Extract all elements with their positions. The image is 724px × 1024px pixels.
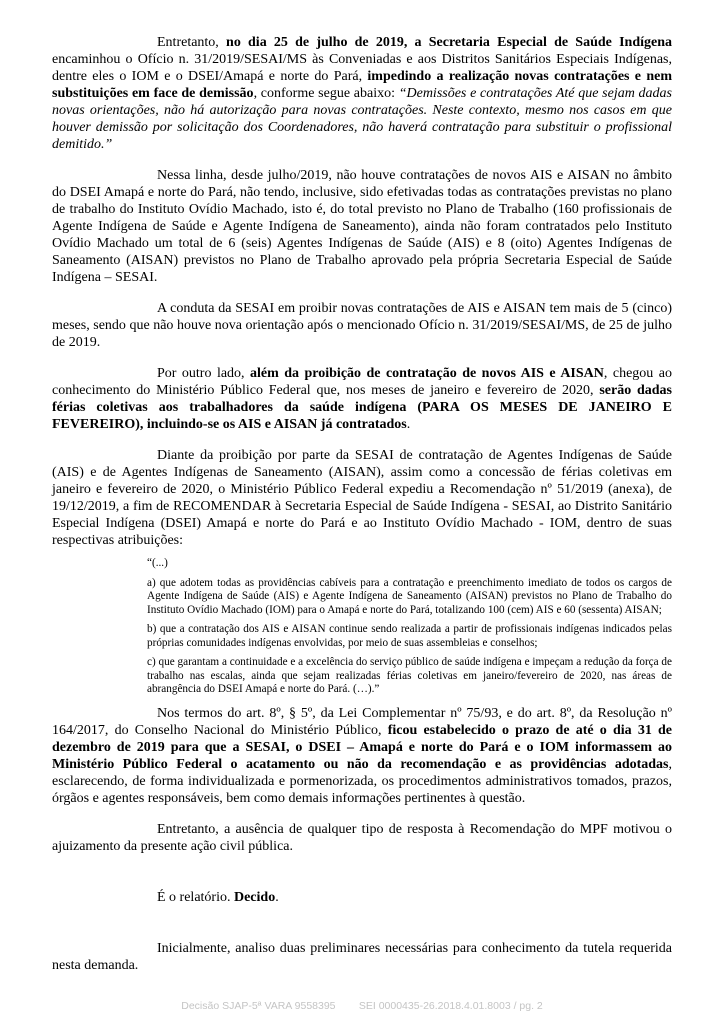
paragraph-relatorio	[52, 889, 672, 906]
text-run: Nos termos do art. 8º, § 5º, da Lei Complementar nº 75/93, e do art. 8º, da Resolução nº 164/2017, do Conselho Nacional do Ministério Público,	[52, 705, 672, 738]
text-run: , conforme segue abaixo:	[253, 86, 399, 101]
text-run: , chegou ao conhecimento do Ministério Público Federal que, nos meses de janeiro e fevereiro de 2020,	[52, 366, 672, 398]
text-run: encaminhou o Ofício n. 31/2019/SESAI/MS às Conveniadas e aos Distritos Sanitários Especiais Indígenas, dentre eles o IOM e o DSEI/Amapá e norte do Pará,	[52, 52, 672, 84]
text-run: Por outro lado,	[157, 366, 251, 381]
bold-text: Decido	[233, 889, 276, 905]
quote-open: “(...)	[147, 557, 168, 569]
quote-item-a: a) que adotem todas as providências cabíveis para a contratação e preenchimento imediato de todos os cargos de Agente Indígena de Saúde (AIS) e Agente Indígena de Saneamento (AISAN) previstos no Plano de Trabalho do Instituto Ovídio Machado (IOM) para o Amapá e norte do Pará, totalizando 100 (cem) AIS e 60 (sessenta) AISAN;	[147, 576, 672, 616]
paragraph-ausencia-resposta: Entretanto, a ausência de qualquer tipo de resposta à Recomendação do MPF motivou o ajuizamento da presente ação civil pública.	[52, 821, 672, 854]
bold-text: ficou estabelecido o prazo de até o dia 31 de dezembro de 2019 para que a SESAI, o DSEI – Amapá e norte do Pará e o IOM informassem ao Ministério Público Federal o acatamento ou não da recomendação e as providências adotadas	[52, 722, 673, 772]
quote-item-c: c) que garantam a continuidade e a excelência do serviço público de saúde indígena e impeçam a redução da força de trabalho nas escalas, ainda que sejam realizadas férias coletivas em janeiro/fevereiro de 2020, nas áreas de abrangência do DSEI Amapá e norte do Pará. (…).”	[147, 656, 672, 695]
text-run: , esclarecendo, de forma individualizada e pormenorizada, os procedimentos administrativos tomados, prazos, órgãos e agentes responsáveis, bem como demais informações pertinentes à questão.	[52, 756, 672, 806]
paragraph-recomendacao: Diante da proibição por parte da SESAI de contratação de Agentes Indígenas de Saúde (AIS) e de Agentes Indígenas de Saneamento (AISAN), assim como a concessão de férias coletivas em janeiro e fevereiro de 2020, o Ministério Público Federal expediu a Recomendação nº 51/2019 (anexa), de 19/12/2019, a fim de RECOMENDAR à Secretaria Especial de Saúde Indígena - SESAI, ao Distrito Sanitário Especial Indígena (DSEI) Amapá e norte do Pará e ao Instituto Ovídio Machado - IOM, dentro de suas respectivas atribuições:	[52, 448, 672, 548]
bold-text: no dia 25 de julho de 2019, a Secretaria Especial de Saúde Indígena	[226, 35, 672, 50]
block-quote	[147, 557, 672, 697]
paragraph-ferias-coletivas	[52, 365, 672, 433]
text-run: Entretanto,	[157, 35, 227, 50]
footer-sei-page: SEI 0000435-26.2018.4.01.8003 / pg. 2	[358, 1000, 543, 1012]
paragraph-oficio	[52, 34, 672, 153]
paragraph-contratacoes: Nessa linha, desde julho/2019, não houve contratações de novos AIS e AISAN no âmbito do DSEI Amapá e norte do Pará, não tendo, inclusive, sido efetivadas todas as contratações previstas no plano de trabalho do Instituto Ovídio Machado, isto é, do total previsto no Plano de Trabalho (160 profissionais de Agente Indígena de Saúde e Agente Indígena de Saneamento), ainda não foram contratados pelo Instituto Ovídio Machado um total de 6 (seis) Agentes Indígenas de Saúde (AIS) e 8 (oito) Agentes Indígenas de Saneamento (AISAN) previstos no Plano de Trabalho aprovado pela própria Secretaria Especial de Saúde Indígena – SESAI.	[52, 168, 672, 285]
text-run: .	[406, 417, 411, 432]
text-run: É o relatório.	[157, 889, 234, 905]
bold-text: impedindo a realização novas contratações e nem substituições em face de demissão	[52, 69, 672, 101]
paragraph-preliminares: Inicialmente, analiso duas preliminares necessárias para conhecimento da tutela requerida nesta demanda.	[52, 940, 672, 973]
document-body	[52, 34, 672, 974]
bold-text: além da proibição de contratação de novos AIS e AISAN	[250, 366, 604, 381]
text-run: .	[275, 889, 279, 905]
bold-text: serão dadas férias coletivas aos trabalhadores da saúde indígena (PARA OS MESES DE JANEIRO E FEVEREIRO), incluindo-se os AIS e AISAN já contratados	[52, 383, 672, 432]
paragraph-prazo	[52, 705, 672, 807]
italic-quote: “Demissões e contratações Até que sejam dadas novas orientações, não há autorização para novas contratações. Neste contexto, mesmo nos casos em que houver demissão por solicitação dos Coordenadores, não haverá contratação para substituir o profissional demitido.”	[52, 86, 672, 152]
footer-decision-id: Decisão SJAP-5ª VARA 9558395	[181, 1000, 336, 1012]
page-footer	[0, 1000, 724, 1012]
paragraph-conduta-sesai: A conduta da SESAI em proibir novas contratações de AIS e AISAN tem mais de 5 (cinco) meses, sendo que não houve nova orientação após o mencionado Ofício n. 31/2019/SESAI/MS, de 25 de julho de 2019.	[52, 301, 672, 350]
quote-item-b: b) que a contratação dos AIS e AISAN continue sendo realizada a partir de profissionais indígenas indicados pelas próprias comunidades indígenas envolvidas, por meio de suas assembleias e conselhos;	[147, 623, 672, 649]
